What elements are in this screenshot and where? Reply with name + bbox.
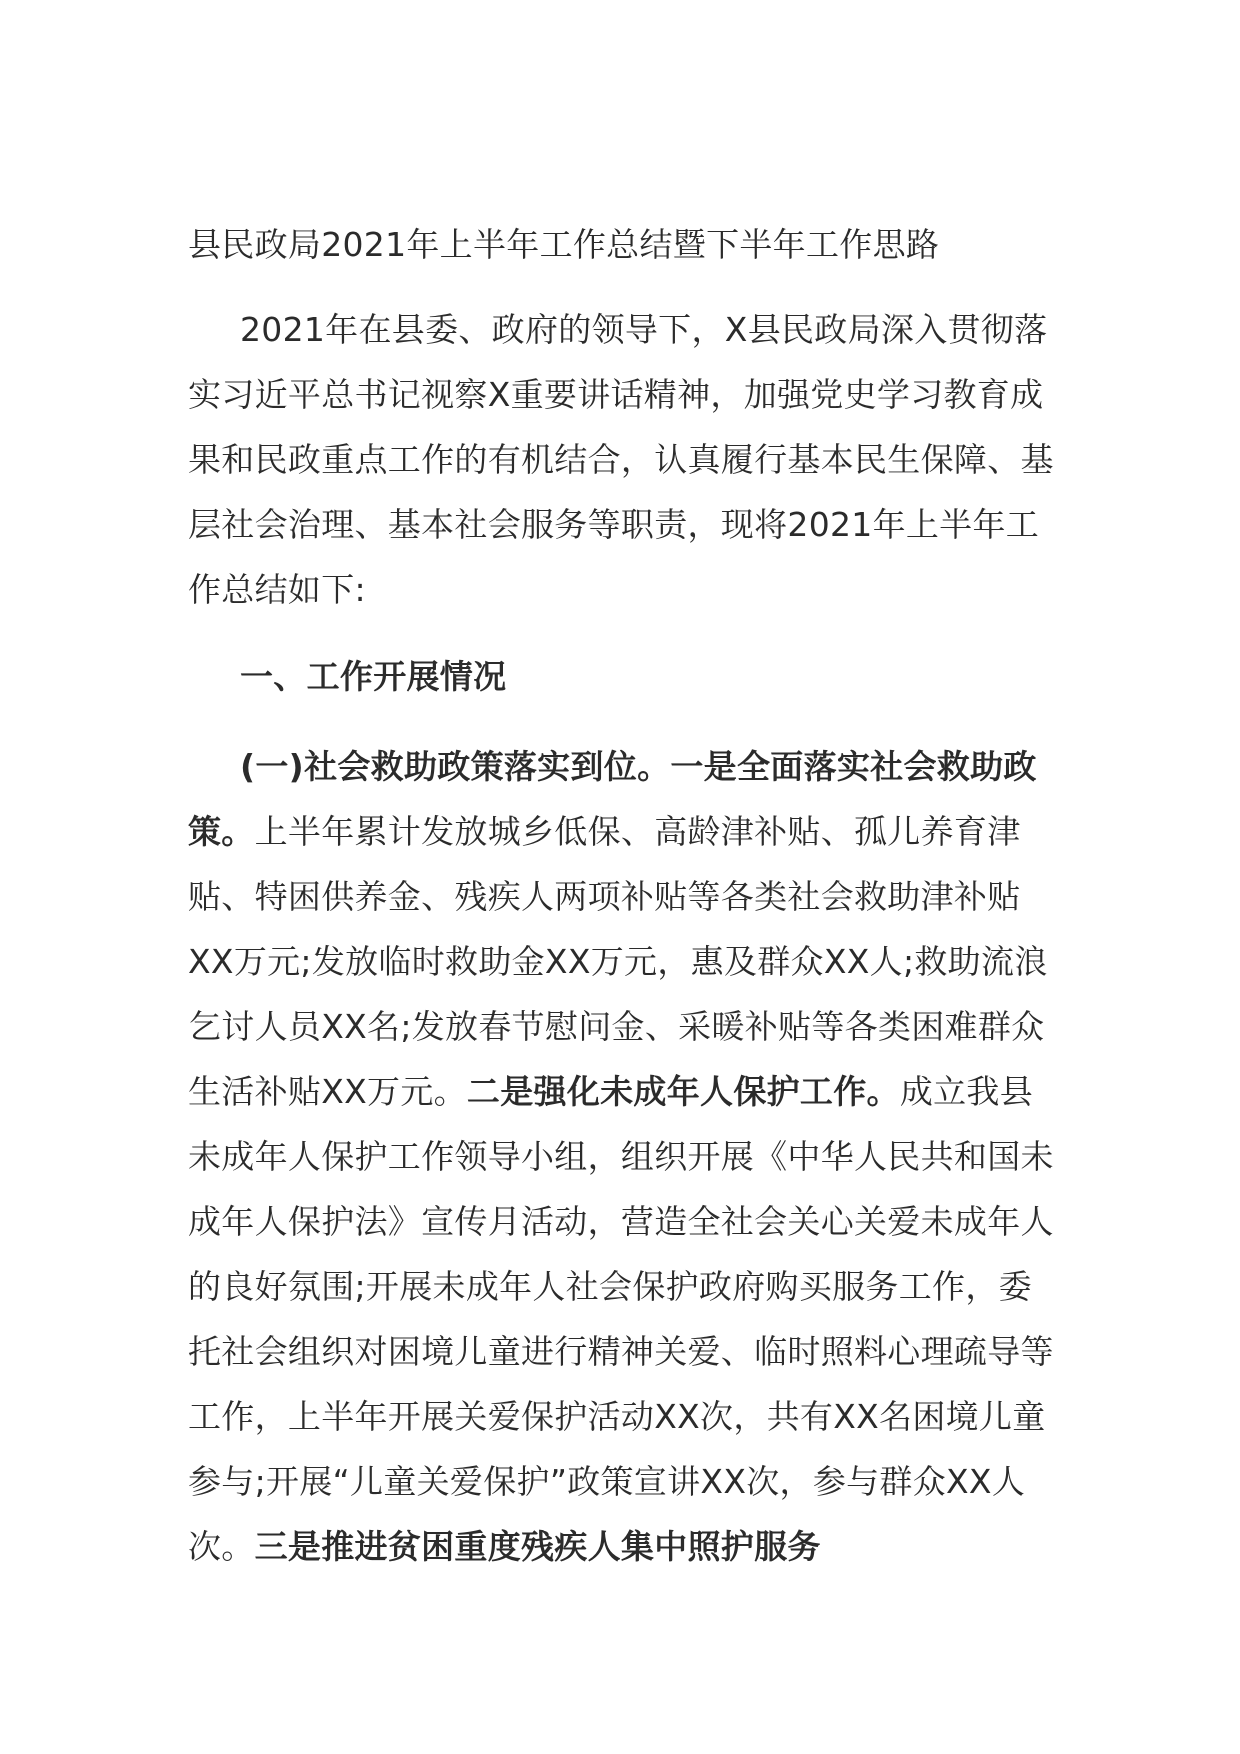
- document-body: [188, 212, 1058, 1579]
- paragraph-subpoint-bold: 二是强化未成年人保护工作。: [466, 1072, 900, 1111]
- paragraph-text: 上半年累计发放城乡低保、高龄津补贴、孤儿养育津贴、特困供养金、残疾人两项补贴等各类社会救助津补贴XX万元;发放临时救助金XX万元，惠及群众XX人;救助流浪乞讨人员XX名;发放春节慰问金、采暖补贴等各类困难群众生活补贴XX万元。: [188, 812, 1048, 1111]
- document-title: 县民政局2021年上半年工作总结暨下半年工作思路: [188, 225, 940, 264]
- paragraph-lead-bold: (一)社会救助政策落实到位。一是全面落实社会救助政策。: [188, 747, 1037, 851]
- section-heading: 一、工作开展情况: [240, 657, 507, 696]
- intro-paragraph: 2021年在县委、政府的领导下，X县民政局深入贯彻落实习近平总书记视察X重要讲话精神，加强党史学习教育成果和民政重点工作的有机结合，认真履行基本民生保障、基层社会治理、基本社会服务等职责，现将2021年上半年工作总结如下:: [188, 310, 1054, 609]
- paragraph-subpoint-bold: 三是推进贫困重度残疾人集中照护服务: [254, 1527, 821, 1566]
- body-paragraph: [188, 734, 1058, 1579]
- paragraph-text: 成立我县未成年人保护工作领导小组，组织开展《中华人民共和国未成年人保护法》宣传月活动，营造全社会关心关爱未成年人的良好氛围;开展未成年人社会保护政府购买服务工作，委托社会组织对困境儿童进行精神关爱、临时照料心理疏导等工作，上半年开展关爱保护活动XX次，共有XX名困境儿童参与;开展“儿童关爱保护”政策宣讲XX次，参与群众XX人次。: [188, 1072, 1054, 1566]
